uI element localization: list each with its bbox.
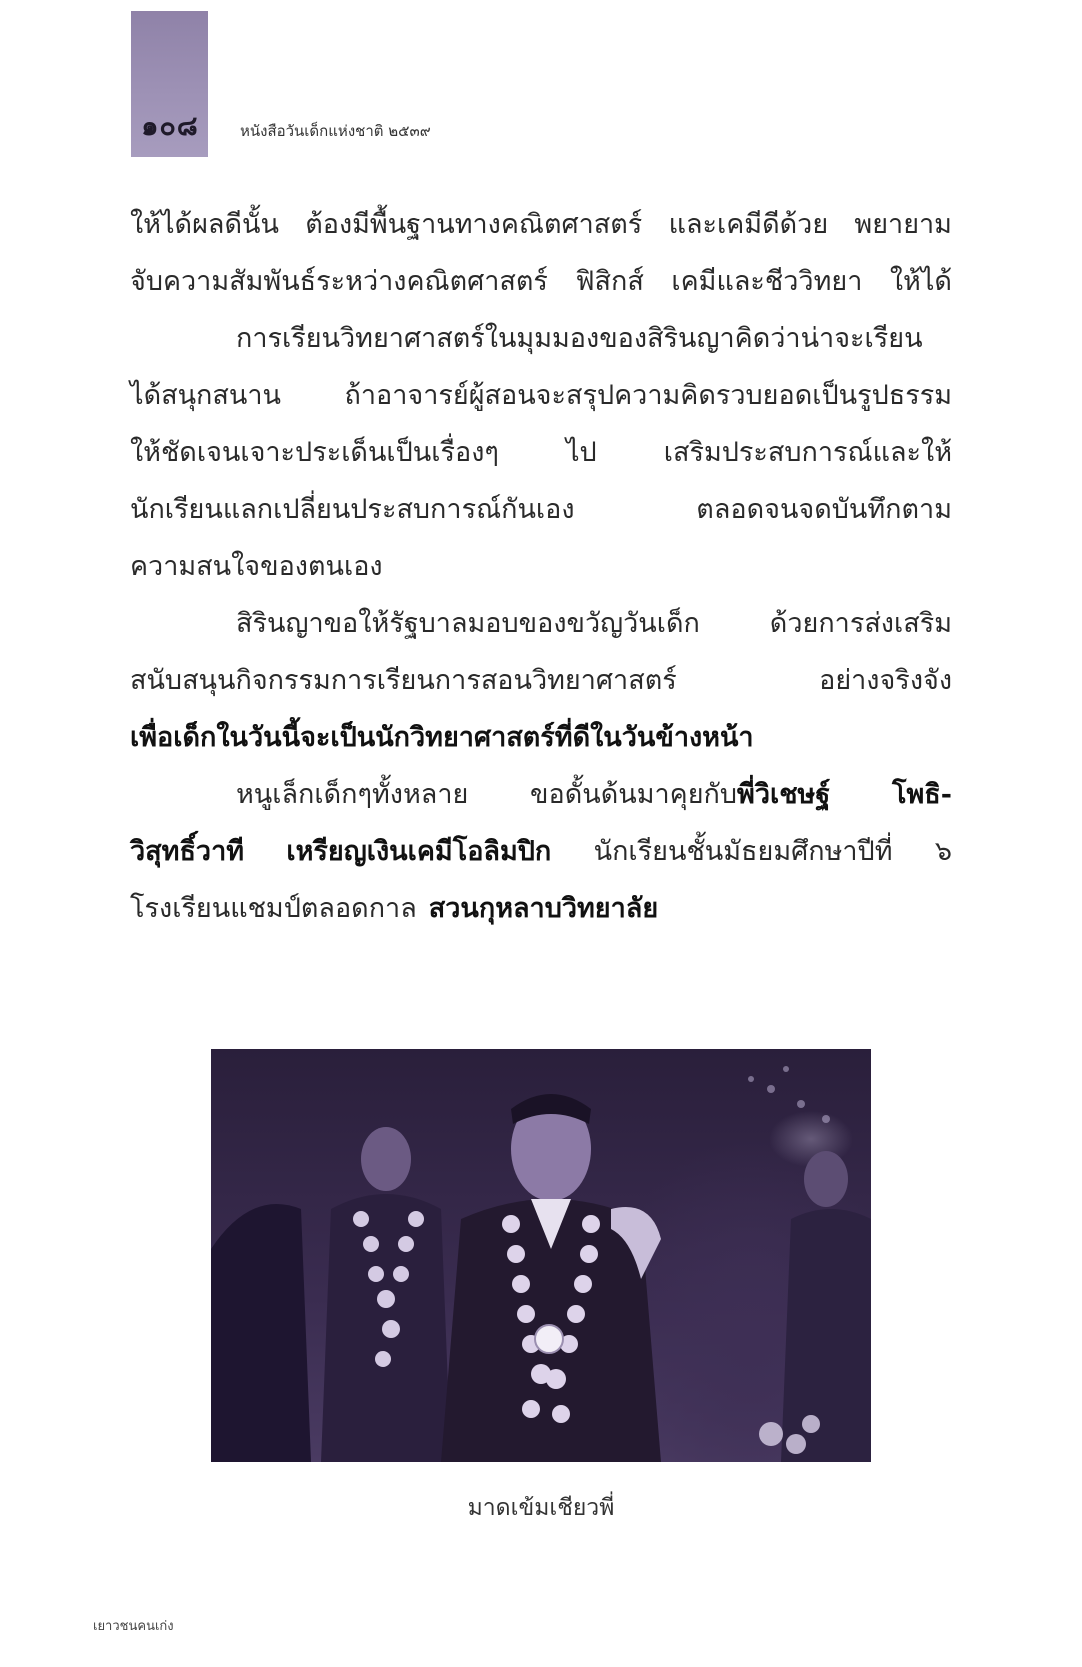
page-number: ๑๐๘ [141,111,199,142]
text-line: วิสุทธิ์วาที เหรียญเงินเคมีโอลิมปิก นักเรียนชั้นมัธยมศึกษาปีที่ ๖ [130,836,952,867]
photo-illustration [211,1049,871,1462]
text-line: จับความสัมพันธ์ระหว่างคณิตศาสตร์ ฟิสิกส์ เคมีและชีววิทยา ให้ได้ [130,266,952,297]
photo-caption: มาดเข้มเชียวพี่ [467,1495,615,1521]
text-line: ให้ชัดเจนเจาะประเด็นเป็นเรื่องๆ ไป เสริมประสบการณ์และให้ [130,437,952,468]
footer-text: เยาวชนคนเก่ง [93,1619,174,1634]
text-line: สนับสนุนกิจกรรมการเรียนการสอนวิทยาศาสตร์ อย่างจริงจัง [130,665,952,696]
text-line-emphasis: เพื่อเด็กในวันนี้จะเป็นนักวิทยาศาสตร์ที่ดีในวันข้างหน้า [130,722,754,753]
text-line: สิรินญาขอให้รัฐบาลมอบของขวัญวันเด็ก ด้วยการส่งเสริม [236,608,952,639]
text-line: หนูเล็กเด็กๆทั้งหลาย ขอดั้นด้นมาคุยกับพี่วิเชษฐ์ โพธิ- [236,779,952,810]
text-line: การเรียนวิทยาศาสตร์ในมุมมองของสิรินญาคิดว่าน่าจะเรียน [236,323,923,354]
text-line: โรงเรียนแชมป์ตลอดกาล สวนกุหลาบวิทยาลัย [130,893,659,924]
body-text [130,196,952,937]
photo [211,1049,871,1462]
text-line: ได้สนุกสนาน ถ้าอาจารย์ผู้สอนจะสรุปความคิดรวบยอดเป็นรูปธรรม [130,380,952,411]
text-line: นักเรียนแลกเปลี่ยนประสบการณ์กันเอง ตลอดจนจดบันทึกตาม [130,494,952,525]
text-line: ความสนใจของตนเอง [130,551,383,582]
text-line: ให้ได้ผลดีนั้น ต้องมีพื้นฐานทางคณิตศาสตร์ และเคมีดีด้วย พยายาม [130,209,952,240]
running-header: หนังสือวันเด็กแห่งชาติ ๒๕๓๙ [240,122,431,140]
